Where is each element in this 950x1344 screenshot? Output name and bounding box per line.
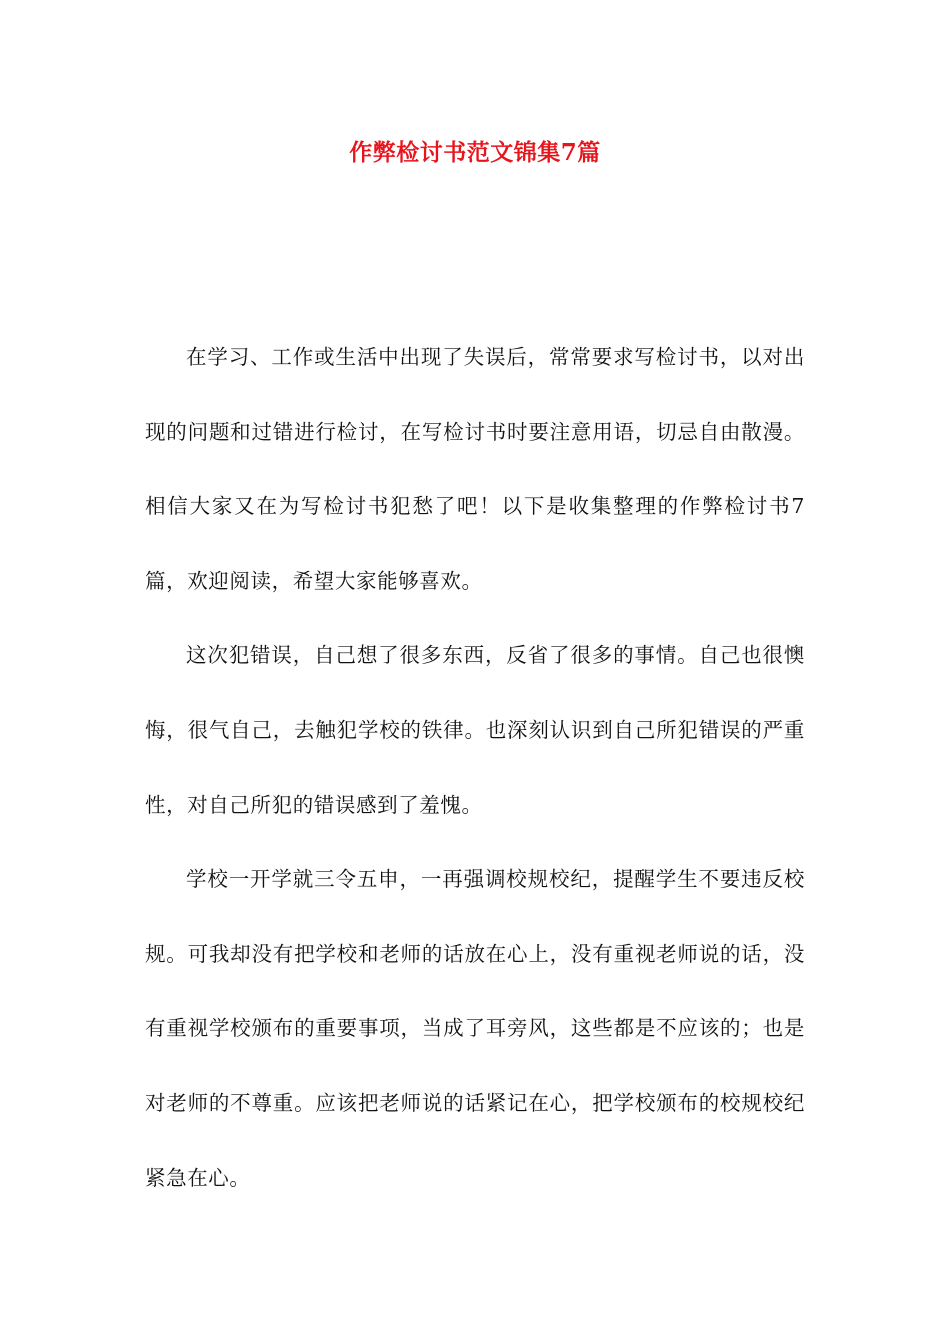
document-body (145, 320, 805, 1215)
paragraph-school-rules: 学校一开学就三令五申，一再强调校规校纪，提醒学生不要违反校规。可我却没有把学校和老师的话放在心上，没有重视老师说的话，没有重视学校颁布的重要事项，当成了耳旁风，这些都是不应该的；也是对老师的不尊重。应该把老师说的话紧记在心，把学校颁布的校规校纪紧急在心。 (145, 867, 805, 1190)
paragraph-intro: 在学习、工作或生活中出现了失误后，常常要求写检讨书，以对出现的问题和过错进行检讨，在写检讨书时要注意用语，切忌自由散漫。相信大家又在为写检讨书犯愁了吧！以下是收集整理的作弊检讨书7篇，欢迎阅读，希望大家能够喜欢。 (145, 345, 805, 593)
document-title: 作弊检讨书范文锦集7篇 (349, 139, 601, 166)
paragraph-reflection: 这次犯错误，自己想了很多东西，反省了很多的事情。自己也很懊悔，很气自己，去触犯学校的铁律。也深刻认识到自己所犯错误的严重性，对自己所犯的错误感到了羞愧。 (145, 643, 805, 817)
